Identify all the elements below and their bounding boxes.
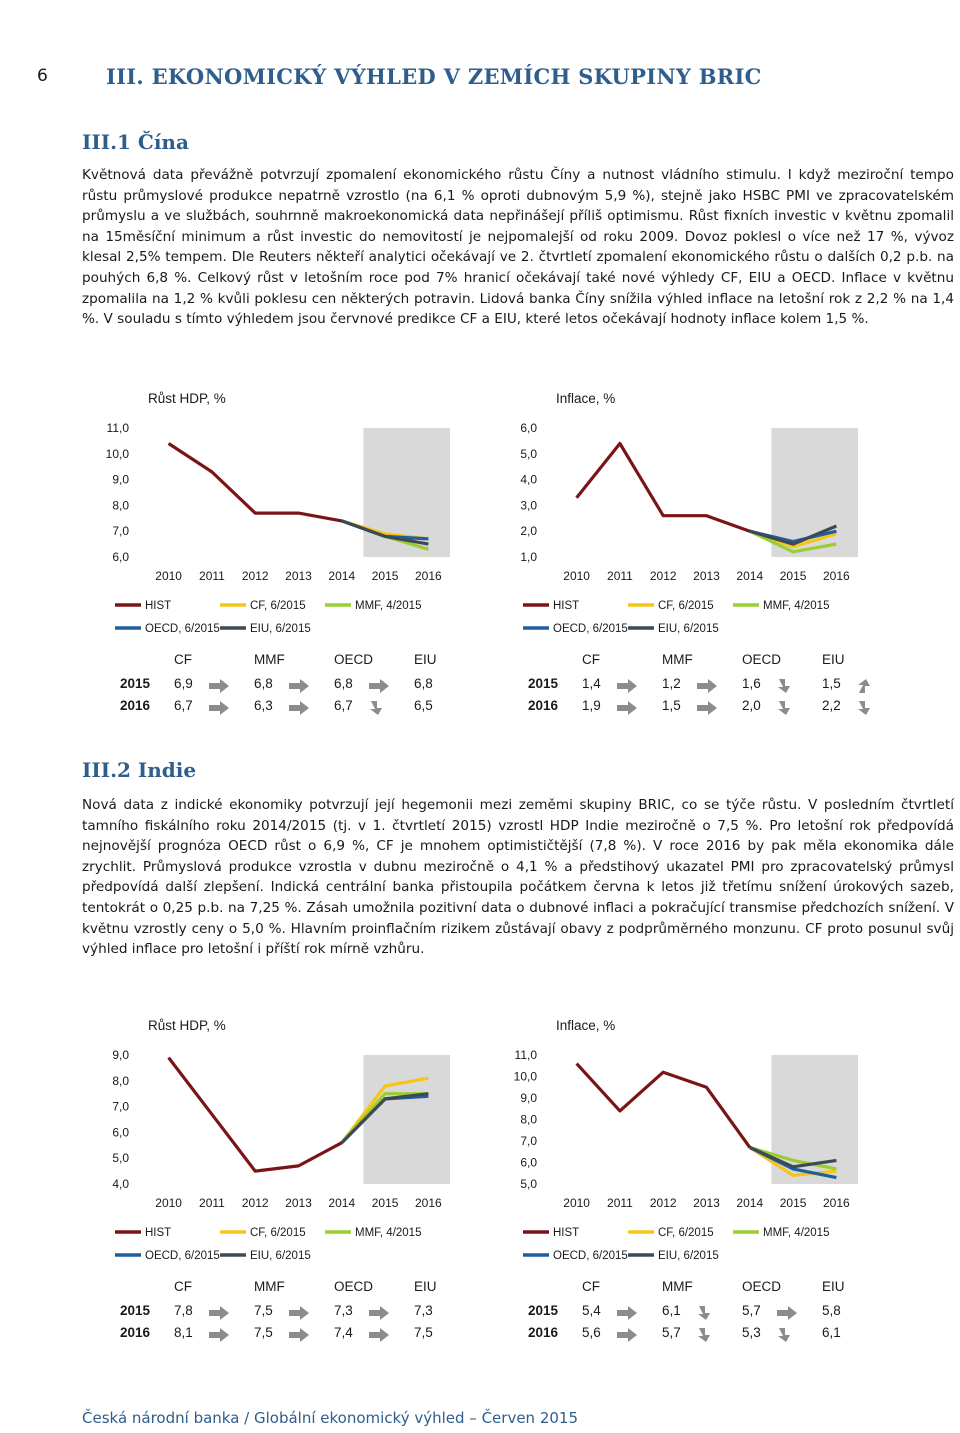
india-inflation-legend-label-eiu: EIU, 6/2015 — [658, 1250, 719, 1262]
india-gdp-x-tick-label: 2016 — [415, 1196, 442, 1210]
arrow-down-icon — [776, 700, 798, 716]
arrow-right-icon — [696, 700, 718, 716]
arrow-right-icon — [288, 678, 310, 694]
india-gdp-x-tick-label: 2011 — [199, 1196, 225, 1210]
china-gdp-x-tick-label: 2014 — [328, 569, 356, 583]
china-inflation-y-tick-label: 3,0 — [520, 498, 537, 513]
india-gdp-legend-label-oecd: OECD, 6/2015 — [145, 1250, 220, 1262]
india-gdp-y-tick-label: 8,0 — [112, 1073, 129, 1088]
china-gdp-forecast-table — [120, 652, 460, 722]
india-gdp-table-cell-oecd: 7,3 — [334, 1303, 353, 1318]
india-gdp-table-header-mmf: MMF — [254, 1279, 285, 1294]
arrow-right-icon — [208, 700, 230, 716]
china-inflation-y-tick-label: 1,0 — [520, 550, 537, 564]
india-inflation-table-header-cf: CF — [582, 1279, 600, 1294]
arrow-right-icon — [616, 1305, 638, 1321]
india-inflation-x-tick-label: 2011 — [607, 1196, 633, 1210]
china-gdp-y-tick-label: 7,0 — [112, 524, 129, 539]
china-gdp-table-row-year: 2015 — [120, 676, 151, 691]
arrow-down-icon — [368, 700, 390, 716]
china-inflation-x-tick-label: 2014 — [736, 569, 764, 583]
china-inflation-x-tick-label: 2010 — [563, 569, 590, 583]
india-gdp-table-cell-eiu: 7,5 — [414, 1325, 433, 1340]
china-gdp-table-header-cf: CF — [174, 652, 192, 667]
india-gdp-table-cell-cf: 7,8 — [174, 1303, 193, 1318]
india-inflation-table-cell-cf: 5,4 — [582, 1303, 601, 1318]
china-inflation-y-tick-label: 4,0 — [520, 472, 537, 487]
china-gdp-table-header-oecd: OECD — [334, 652, 374, 667]
india-inflation-table-row-year: 2015 — [528, 1303, 559, 1318]
china-inflation-table-cell-eiu: 2,2 — [822, 698, 841, 713]
china-gdp-chart — [106, 391, 450, 635]
china-gdp-table-cell-mmf: 6,3 — [254, 698, 273, 713]
india-inflation-table-row-year: 2016 — [528, 1325, 559, 1340]
arrow-down-icon — [856, 700, 878, 716]
arrow-down-icon — [696, 1305, 718, 1321]
china-inflation-table-header-oecd: OECD — [742, 652, 782, 667]
india-gdp-table-header-eiu: EIU — [414, 1279, 437, 1294]
india-gdp-y-tick-label: 9,0 — [112, 1048, 129, 1062]
india-gdp-y-tick-label: 4,0 — [112, 1177, 129, 1191]
india-gdp-table-cell-mmf: 7,5 — [254, 1325, 273, 1340]
india-inflation-x-tick-label: 2013 — [693, 1196, 720, 1210]
china-inflation-table-row-year: 2015 — [528, 676, 559, 691]
arrow-right-icon — [288, 1305, 310, 1321]
china-gdp-legend-label-mmf: MMF, 4/2015 — [355, 600, 422, 612]
india-gdp-x-tick-label: 2010 — [155, 1196, 182, 1210]
arrow-right-icon — [288, 700, 310, 716]
china-gdp-y-tick-label: 6,0 — [112, 550, 129, 564]
china-inflation-table-cell-mmf: 1,5 — [662, 698, 681, 713]
china-gdp-table-header-eiu: EIU — [414, 652, 437, 667]
india-heading: III.2 Indie — [82, 758, 197, 782]
arrow-right-icon — [208, 1305, 230, 1321]
india-inflation-table-header-mmf: MMF — [662, 1279, 693, 1294]
india-inflation-table-cell-oecd: 5,7 — [742, 1303, 761, 1318]
china-gdp-legend-label-cf: CF, 6/2015 — [250, 600, 306, 612]
china-inflation-table-header-eiu: EIU — [822, 652, 845, 667]
india-gdp-y-tick-label: 5,0 — [112, 1151, 129, 1166]
china-inflation-series-hist — [577, 444, 750, 532]
india-gdp-table-header-cf: CF — [174, 1279, 192, 1294]
china-inflation-legend-label-mmf: MMF, 4/2015 — [763, 600, 830, 612]
china-inflation-legend-label-cf: CF, 6/2015 — [658, 600, 714, 612]
china-inflation-forecast-table — [528, 652, 888, 722]
arrow-down-icon — [776, 1327, 798, 1343]
china-inflation-x-tick-label: 2015 — [779, 569, 807, 583]
arrow-down-icon — [696, 1327, 718, 1343]
india-gdp-legend-label-hist: HIST — [145, 1227, 172, 1239]
china-inflation-x-tick-label: 2012 — [649, 569, 677, 583]
china-gdp-y-tick-label: 11,0 — [106, 421, 129, 435]
china-gdp-table-cell-eiu: 6,8 — [414, 676, 433, 691]
china-gdp-legend-label-hist: HIST — [145, 600, 172, 612]
china-inflation-table-cell-oecd: 2,0 — [742, 698, 761, 713]
china-inflation-legend-label-oecd: OECD, 6/2015 — [553, 623, 628, 635]
china-inflation-x-tick-label: 2016 — [823, 569, 850, 583]
china-gdp-table-cell-cf: 6,9 — [174, 676, 193, 691]
india-inflation-y-tick-label: 5,0 — [520, 1177, 537, 1191]
india-inflation-table-cell-mmf: 5,7 — [662, 1325, 681, 1340]
china-inflation-table-cell-cf: 1,9 — [582, 698, 601, 713]
india-inflation-x-tick-label: 2015 — [779, 1196, 807, 1210]
india-inflation-legend-label-cf: CF, 6/2015 — [658, 1227, 714, 1239]
china-gdp-series-hist — [169, 444, 342, 521]
china-gdp-x-tick-label: 2010 — [155, 569, 182, 583]
china-gdp-table-cell-eiu: 6,5 — [414, 698, 433, 713]
india-gdp-legend-label-cf: CF, 6/2015 — [250, 1227, 306, 1239]
china-gdp-table-row-year: 2016 — [120, 698, 151, 713]
china-gdp-table-header-mmf: MMF — [254, 652, 285, 667]
china-inflation-x-tick-label: 2013 — [693, 569, 720, 583]
india-inflation-y-tick-label: 8,0 — [520, 1112, 537, 1127]
india-gdp-table-header-oecd: OECD — [334, 1279, 374, 1294]
china-inflation-chart — [520, 391, 858, 635]
china-inflation-table-header-mmf: MMF — [662, 652, 693, 667]
india-gdp-forecast-shade — [363, 1055, 450, 1184]
china-gdp-x-tick-label: 2016 — [415, 569, 442, 583]
china-gdp-legend-label-eiu: EIU, 6/2015 — [250, 623, 311, 635]
india-charts — [0, 1007, 960, 1267]
india-inflation-x-tick-label: 2014 — [736, 1196, 764, 1210]
arrow-right-icon — [616, 700, 638, 716]
arrow-right-icon — [696, 678, 718, 694]
china-gdp-chart-title: Růst HDP, % — [148, 391, 226, 406]
china-inflation-table-cell-eiu: 1,5 — [822, 676, 841, 691]
india-inflation-y-tick-label: 7,0 — [520, 1134, 537, 1148]
china-inflation-table-cell-cf: 1,4 — [582, 676, 601, 691]
china-gdp-x-tick-label: 2012 — [241, 569, 269, 583]
india-inflation-table-header-eiu: EIU — [822, 1279, 845, 1294]
china-inflation-table-header-cf: CF — [582, 652, 600, 667]
india-gdp-legend-label-mmf: MMF, 4/2015 — [355, 1227, 422, 1239]
china-gdp-x-tick-label: 2011 — [199, 569, 225, 583]
india-gdp-x-tick-label: 2015 — [371, 1196, 399, 1210]
india-inflation-table-header-oecd: OECD — [742, 1279, 782, 1294]
section-title: III. EKONOMICKÝ VÝHLED V ZEMÍCH SKUPINY BRIC — [106, 64, 762, 89]
india-inflation-chart — [514, 1018, 858, 1262]
india-gdp-table-cell-cf: 8,1 — [174, 1325, 193, 1340]
arrow-right-icon — [776, 1305, 798, 1321]
china-inflation-legend-label-eiu: EIU, 6/2015 — [658, 623, 719, 635]
india-inflation-table-cell-eiu: 5,8 — [822, 1303, 841, 1318]
india-gdp-table-cell-mmf: 7,5 — [254, 1303, 273, 1318]
arrow-up-icon — [856, 678, 878, 694]
arrow-right-icon — [616, 1327, 638, 1343]
india-inflation-series-hist — [577, 1064, 750, 1148]
india-inflation-table-cell-oecd: 5,3 — [742, 1325, 761, 1340]
arrow-right-icon — [288, 1327, 310, 1343]
china-inflation-table-cell-oecd: 1,6 — [742, 676, 761, 691]
india-inflation-table-cell-cf: 5,6 — [582, 1325, 601, 1340]
india-inflation-x-tick-label: 2010 — [563, 1196, 590, 1210]
china-inflation-table-cell-mmf: 1,2 — [662, 676, 681, 691]
india-gdp-table-row-year: 2015 — [120, 1303, 151, 1318]
india-inflation-legend-label-oecd: OECD, 6/2015 — [553, 1250, 628, 1262]
india-inflation-forecast-table — [528, 1279, 888, 1349]
china-paragraph: Květnová data převážně potvrzují zpomalení ekonomického růstu Číny a nutnost vládního stimulu. I když meziroční tempo růstu průmyslové produkce nepatrně vzrostlo (na 6,1 % oproti dubnovým 5,9 %), stejně jako HSBC PMI ve zpracovatelském průmyslu a ve službách, souhrnně makroekonomická data nepřinášejí příliš optimismu. Růst fixních investic v květnu zpomalil na 15měsíční minimum a růst investic do nemovitostí je nejpomalejší od roku 2009. Dovoz poklesl o více než 17 %, vývoz klesal 2,5% tempem. Dle Reuters někteří analytici očekávají ve 2. čtvrtletí zpomalení ekonomického růstu o dalších 0,2 p.b. na pouhých 6,8 %. Celkový růst v letošním roce pod 7% hranicí očekávají také nové výhledy CF, EIU a OECD. Inflace v květnu zpomalila na 1,2 % kvůli poklesu cen některých potravin. Lidová banka Číny snížila výhled inflace na letošní rok z 2,2 % na 1,4 %. V souladu s tímto výhledem jsou červnové predikce CF a EIU, které letos očekávají hodnoty inflace kolem 1,5 %. — [82, 167, 954, 328]
china-heading: III.1 Čína — [82, 130, 189, 154]
china-gdp-table-cell-oecd: 6,7 — [334, 698, 353, 713]
india-gdp-series-hist — [169, 1058, 342, 1172]
india-gdp-y-tick-label: 7,0 — [112, 1099, 129, 1114]
arrow-down-icon — [776, 678, 798, 694]
china-inflation-y-tick-label: 6,0 — [520, 421, 537, 435]
china-gdp-legend-label-oecd: OECD, 6/2015 — [145, 623, 220, 635]
india-gdp-x-tick-label: 2012 — [241, 1196, 269, 1210]
china-inflation-y-tick-label: 2,0 — [520, 524, 537, 539]
india-gdp-x-tick-label: 2014 — [328, 1196, 356, 1210]
india-gdp-legend-label-eiu: EIU, 6/2015 — [250, 1250, 311, 1262]
arrow-right-icon — [368, 678, 390, 694]
india-gdp-table-row-year: 2016 — [120, 1325, 151, 1340]
india-gdp-x-tick-label: 2013 — [285, 1196, 312, 1210]
china-inflation-chart-title: Inflace, % — [556, 391, 616, 406]
china-gdp-x-tick-label: 2013 — [285, 569, 312, 583]
india-inflation-y-tick-label: 9,0 — [520, 1091, 537, 1105]
india-inflation-y-tick-label: 6,0 — [520, 1155, 537, 1170]
arrow-right-icon — [208, 678, 230, 694]
india-inflation-x-tick-label: 2012 — [649, 1196, 677, 1210]
india-inflation-table-cell-eiu: 6,1 — [822, 1325, 841, 1340]
china-gdp-table-cell-oecd: 6,8 — [334, 676, 353, 691]
china-inflation-x-tick-label: 2011 — [607, 569, 633, 583]
india-inflation-legend-label-hist: HIST — [553, 1227, 580, 1239]
india-paragraph: Nová data z indické ekonomiky potvrzují její hegemonii mezi zeměmi skupiny BRIC, co se týče růstu. V posledním čtvrtletí tamního fiskálního roku 2014/2015 (tj. v 1. čtvrtletí 2015) vzrostl HDP Indie meziročně o 7,5 %. Pro letošní rok předpovídá nejnovější prognóza OECD růst o 6,9 %, CF je mnohem optimističtější (7,8 %). V roce 2016 by pak měla ekonomika dále zrychlit. Průmyslová produkce vzrostla v dubnu meziročně o 4,1 % a předstihový ukazatel PMI pro zpracovatelský průmysl předpovídá další zlepšení. Indická centrální banka přistoupila počátkem června k letos již třetímu snížení úrokových sazeb, tentokrát o 0,25 p.b. na 7,25 %. Zásah umožnila pozitivní data o dubnové inflaci a pokračující transmise předchozích snížení. V květnu vzrostly ceny o 5,0 %. Hlavním proinflačním rizikem zůstávají obavy z podprůměrného monzunu. CF proto posunul svůj výhled inflace pro letošní i příští rok mírně vzhůru. — [82, 797, 954, 958]
arrow-right-icon — [368, 1305, 390, 1321]
china-gdp-y-tick-label: 8,0 — [112, 498, 129, 513]
india-gdp-chart — [112, 1018, 450, 1262]
china-gdp-y-tick-label: 9,0 — [112, 472, 129, 487]
china-inflation-table-row-year: 2016 — [528, 698, 559, 713]
arrow-right-icon — [208, 1327, 230, 1343]
india-gdp-y-tick-label: 6,0 — [112, 1125, 129, 1140]
india-gdp-chart-title: Růst HDP, % — [148, 1018, 226, 1033]
india-inflation-x-tick-label: 2016 — [823, 1196, 850, 1210]
arrow-right-icon — [368, 1327, 390, 1343]
india-inflation-y-tick-label: 10,0 — [513, 1069, 537, 1084]
arrow-right-icon — [616, 678, 638, 694]
india-gdp-forecast-table — [120, 1279, 460, 1349]
china-gdp-y-tick-label: 10,0 — [105, 446, 129, 461]
page-number: 6 — [37, 66, 48, 86]
china-charts — [0, 380, 960, 640]
india-inflation-y-tick-label: 11,0 — [514, 1048, 537, 1062]
china-inflation-legend-label-hist: HIST — [553, 600, 580, 612]
china-gdp-table-cell-cf: 6,7 — [174, 698, 193, 713]
india-inflation-table-cell-mmf: 6,1 — [662, 1303, 681, 1318]
china-gdp-table-cell-mmf: 6,8 — [254, 676, 273, 691]
india-inflation-legend-label-mmf: MMF, 4/2015 — [763, 1227, 830, 1239]
china-gdp-x-tick-label: 2015 — [371, 569, 399, 583]
china-inflation-y-tick-label: 5,0 — [520, 446, 537, 461]
page-footer: Česká národní banka / Globální ekonomický výhled – Červen 2015 — [82, 1409, 578, 1427]
india-gdp-table-cell-eiu: 7,3 — [414, 1303, 433, 1318]
india-inflation-chart-title: Inflace, % — [556, 1018, 616, 1033]
india-gdp-table-cell-oecd: 7,4 — [334, 1325, 353, 1340]
